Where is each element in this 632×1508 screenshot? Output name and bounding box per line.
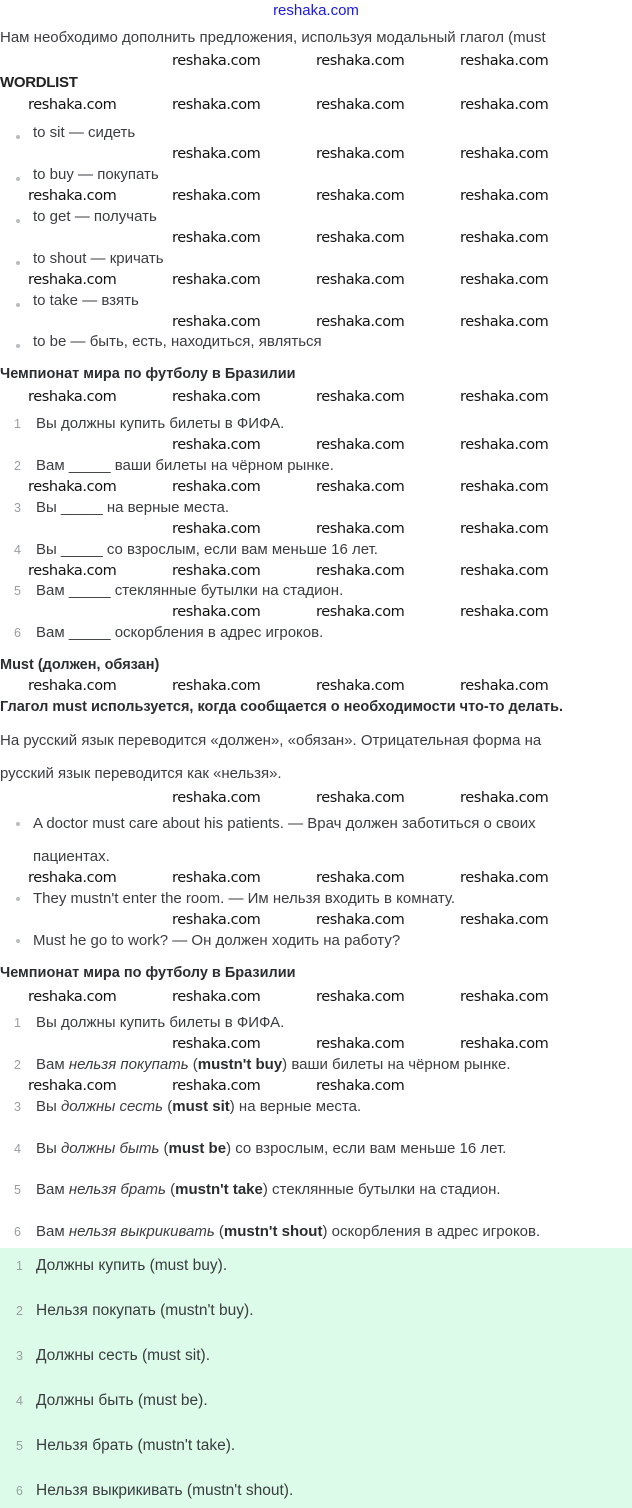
watermark-text: reshaka.com [316,272,405,288]
watermark-text: reshaka.com [316,389,405,405]
watermark-text: reshaka.com [28,678,117,694]
item-text: Вы _____ со взрослым, если вам меньше 16 лет. [36,541,378,558]
watermark-text: reshaka.com [316,989,405,1005]
item-number: 3 [14,1100,21,1114]
watermark-text: reshaka.com [460,146,549,162]
answer-text: Вам [36,1223,69,1240]
watermark-text: reshaka.com [172,389,261,405]
answer-item [0,1014,284,1032]
bullet-icon [16,822,20,826]
watermark-text: reshaka.com [28,272,117,288]
theory-title: Must (должен, обязан) [0,657,160,673]
task-item [0,499,229,517]
watermark-text: reshaka.com [172,479,261,495]
summary-item [0,1392,208,1410]
theory-paragraph: На русский язык переводится «должен», «обязан». Отрицательная форма на [0,732,542,749]
watermark-text: reshaka.com [28,563,117,579]
summary-text: Должны купить (must buy). [36,1257,228,1274]
item-number: 6 [14,626,21,640]
answer-text: ) стеклянные бутылки на стадион. [262,1181,501,1198]
summary-item [0,1257,227,1275]
watermark-text: reshaka.com [316,314,405,330]
watermark-text: reshaka.com [172,1078,261,1094]
intro-text: Нам необходимо дополнить предложения, используя модальный глагол (must [0,29,546,46]
watermark-text: reshaka.com [172,188,261,204]
watermark-text: reshaka.com [172,437,261,453]
item-number: 3 [16,1349,23,1363]
answer-text: Вам [36,1056,69,1073]
watermark-text: reshaka.com [172,146,261,162]
answer-text: ( [214,1223,224,1240]
bullet-icon [16,897,20,901]
summary-item [0,1482,293,1500]
summary-text: Должны сесть (must sit). [36,1347,210,1364]
watermark-text: reshaka.com [460,1036,549,1052]
answer-text: Вы должны купить билеты в ФИФА. [36,1014,285,1031]
watermark-text: reshaka.com [172,1036,261,1052]
watermark-text: reshaka.com [172,870,261,886]
answer-text: ( [188,1056,198,1073]
watermark-text: reshaka.com [172,53,261,69]
watermark-text: reshaka.com [28,389,117,405]
watermark-text: reshaka.com [316,678,405,694]
answer-russian: нельзя брать [68,1181,166,1198]
answer-item [0,1098,361,1116]
answer-modal: mustn't take [175,1181,263,1198]
task-title: Чемпионат мира по футболу в Бразилии [0,366,296,382]
item-number: 4 [14,1142,21,1156]
site-watermark-link[interactable]: reshaka.com [273,2,359,19]
item-number: 2 [16,1304,23,1318]
example-item-continuation: пациентах. [33,848,110,865]
item-number: 2 [14,1058,21,1072]
item-number: 5 [14,584,21,598]
watermark-text: reshaka.com [460,389,549,405]
item-number: 1 [14,417,21,431]
item-number: 4 [14,543,21,557]
watermark-text: reshaka.com [172,272,261,288]
item-number: 1 [14,1016,21,1030]
answer-item [0,1223,540,1241]
task-item [0,457,334,475]
watermark-text: reshaka.com [172,563,261,579]
watermark-text: reshaka.com [316,563,405,579]
watermark-text: reshaka.com [460,912,549,928]
watermark-text: reshaka.com [460,97,549,113]
watermark-text: reshaka.com [316,521,405,537]
answer-text: ) со взрослым, если вам меньше 16 лет. [226,1140,507,1157]
example-item: A doctor must care about his patients. — Врач должен заботиться о своих [33,815,536,832]
wordlist-item: to sit — сидеть [33,124,136,141]
watermark-text: reshaka.com [172,989,261,1005]
answer-summary-panel [0,1248,632,1508]
item-number: 4 [16,1394,23,1408]
watermark-text: reshaka.com [28,97,117,113]
answer-item [0,1140,506,1158]
wordlist-item: to shout — кричать [33,250,164,267]
watermark-text: reshaka.com [28,989,117,1005]
item-text: Вы должны купить билеты в ФИФА. [36,415,285,432]
watermark-text: reshaka.com [460,790,549,806]
item-number: 5 [16,1439,23,1453]
answer-russian: должны сесть [60,1098,164,1115]
bullet-icon [16,261,20,265]
watermark-text: reshaka.com [316,479,405,495]
watermark-text: reshaka.com [460,272,549,288]
summary-text: Нельзя выкрикивать (mustn't shout). [36,1482,294,1499]
summary-text: Нельзя покупать (mustn't buy). [36,1302,254,1319]
watermark-text: reshaka.com [172,604,261,620]
watermark-text: reshaka.com [460,53,549,69]
task-item [0,582,343,600]
watermark-text: reshaka.com [460,521,549,537]
answer-russian: нельзя покупать [68,1056,189,1073]
watermark-text: reshaka.com [460,870,549,886]
watermark-text: reshaka.com [172,790,261,806]
watermark-text: reshaka.com [316,53,405,69]
summary-item [0,1437,235,1455]
watermark-text: reshaka.com [460,230,549,246]
watermark-text: reshaka.com [460,604,549,620]
item-number: 6 [14,1225,21,1239]
item-text: Вам _____ оскорбления в адрес игроков. [36,624,324,641]
answer-text: ) оскорбления в адрес игроков. [322,1223,541,1240]
bullet-icon [16,219,20,223]
watermark-text: reshaka.com [460,314,549,330]
bullet-icon [16,939,20,943]
wordlist-item: to buy — покупать [33,166,159,183]
watermark-text: reshaka.com [172,97,261,113]
watermark-text: reshaka.com [460,678,549,694]
watermark-text: reshaka.com [460,479,549,495]
watermark-text: reshaka.com [172,230,261,246]
watermark-text: reshaka.com [460,188,549,204]
watermark-text: reshaka.com [28,1078,117,1094]
watermark-text: reshaka.com [172,314,261,330]
bullet-icon [16,135,20,139]
watermark-text: reshaka.com [316,1036,405,1052]
answer-item [0,1181,501,1199]
summary-text: Должны быть (must be). [36,1392,208,1409]
theory-paragraph: русский язык переводится как «нельзя». [0,765,282,782]
watermark-text: reshaka.com [28,188,117,204]
item-number: 1 [16,1259,23,1273]
answer-text: ( [159,1140,169,1157]
answers-title: Чемпионат мира по футболу в Бразилии [0,965,296,981]
watermark-text: reshaka.com [28,870,117,886]
answer-modal: mustn't shout [223,1223,323,1240]
watermark-text: reshaka.com [316,870,405,886]
item-text: Вы _____ на верные места. [36,499,230,516]
watermark-text: reshaka.com [316,1078,405,1094]
watermark-text: reshaka.com [316,912,405,928]
answer-text: ) ваши билеты на чёрном рынке. [282,1056,511,1073]
bullet-icon [16,303,20,307]
item-number: 5 [14,1183,21,1197]
watermark-text: reshaka.com [172,521,261,537]
wordlist-item: to take — взять [33,292,139,309]
watermark-text: reshaka.com [460,989,549,1005]
task-item [0,541,378,559]
answer-text: Вы [36,1140,61,1157]
answer-modal: mustn't buy [197,1056,283,1073]
watermark-text: reshaka.com [316,188,405,204]
item-text: Вам _____ стеклянные бутылки на стадион. [36,582,344,599]
task-item [0,415,284,433]
answer-russian: нельзя выкрикивать [68,1223,215,1240]
task-item [0,624,323,642]
theory-lead: Глагол must используется, когда сообщается о необходимости что-то делать. [0,699,564,715]
watermark-text: reshaka.com [316,146,405,162]
wordlist-item: to get — получать [33,208,157,225]
wordlist-title: WORDLIST [0,74,78,91]
summary-item [0,1347,210,1365]
watermark-text: reshaka.com [172,912,261,928]
wordlist-item: to be — быть, есть, находиться, являться [33,333,322,350]
answer-text: Вам [36,1181,69,1198]
watermark-text: reshaka.com [316,790,405,806]
watermark-text: reshaka.com [316,604,405,620]
answer-text: ) на верные места. [229,1098,362,1115]
watermark-text: reshaka.com [316,230,405,246]
summary-text: Нельзя брать (mustn't take). [36,1437,236,1454]
example-item: Must he go to work? — Он должен ходить на работу? [33,932,401,949]
item-number: 2 [14,459,21,473]
item-text: Вам _____ ваши билеты на чёрном рынке. [36,457,334,474]
answer-text: Вы [36,1098,61,1115]
answer-modal: must sit [172,1098,230,1115]
watermark-text: reshaka.com [460,563,549,579]
watermark-text: reshaka.com [172,678,261,694]
watermark-text: reshaka.com [316,437,405,453]
summary-item [0,1302,254,1320]
watermark-text: reshaka.com [460,437,549,453]
example-item: They mustn't enter the room. — Им нельзя входить в комнату. [33,890,456,907]
watermark-text: reshaka.com [28,479,117,495]
bullet-icon [16,177,20,181]
item-number: 6 [16,1484,23,1498]
watermark-text: reshaka.com [316,97,405,113]
answer-item [0,1056,511,1074]
answer-text: ( [163,1098,173,1115]
item-number: 3 [14,501,21,515]
answer-russian: должны быть [60,1140,160,1157]
answer-modal: must be [168,1140,227,1157]
bullet-icon [16,344,20,348]
answer-text: ( [165,1181,176,1198]
